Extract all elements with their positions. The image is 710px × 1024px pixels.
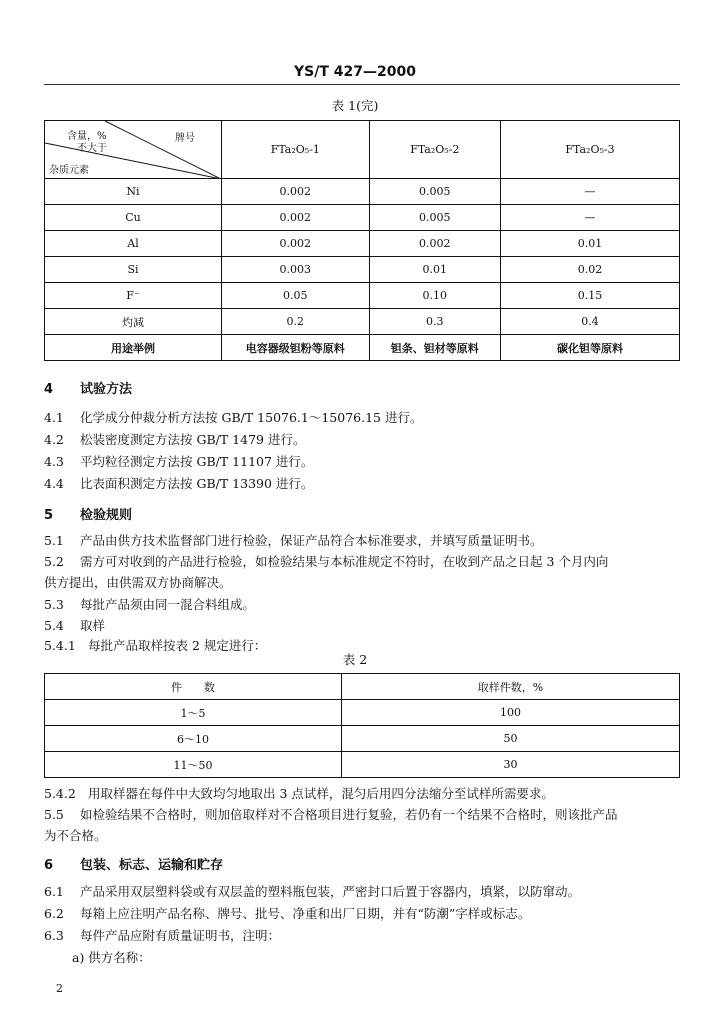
clause-5-4-2 bbox=[44, 786, 554, 802]
section-5-heading bbox=[44, 504, 132, 523]
col-header-2: FTa₂O₅-2 bbox=[369, 121, 500, 179]
clause-number: 4.1 bbox=[44, 410, 64, 425]
value-cell: 0.4 bbox=[501, 309, 680, 335]
clause-5-1 bbox=[44, 533, 543, 549]
value-cell: 0.01 bbox=[369, 257, 500, 283]
value-cell: 0.003 bbox=[222, 257, 370, 283]
value-cell: 0.02 bbox=[501, 257, 680, 283]
value-cell: 0.002 bbox=[222, 205, 370, 231]
section-6-heading bbox=[44, 854, 223, 873]
clause-5-2 bbox=[44, 554, 608, 570]
clause-4-4 bbox=[44, 476, 313, 492]
col-header-sample-percent: 取样件数，% bbox=[342, 674, 680, 700]
clause-number: 5.3 bbox=[44, 597, 64, 612]
clause-text: 每箱上应注明产品名称、牌号、批号、净重和出厂日期，并有“防潮”字样或标志。 bbox=[80, 906, 531, 921]
percent-cell: 30 bbox=[342, 752, 680, 778]
corner-not-more-than-label: 不大于 bbox=[77, 143, 107, 154]
clause-6-1 bbox=[44, 884, 580, 900]
element-cell: 灼减 bbox=[45, 309, 222, 335]
clause-text: 产品采用双层塑料袋或有双层盖的塑料瓶包装，严密封口后置于容器内，填紧，以防窜动。 bbox=[80, 884, 581, 899]
clause-6-2 bbox=[44, 906, 530, 922]
table-row bbox=[45, 179, 680, 205]
clause-5-5 bbox=[44, 807, 618, 823]
value-cell: 0.10 bbox=[369, 283, 500, 309]
clause-number: 5.4.2 bbox=[44, 786, 76, 801]
list-item-a: a) 供方名称： bbox=[72, 950, 151, 965]
corner-grade-label: 牌号 bbox=[175, 133, 195, 144]
table2-caption: 表 2 bbox=[342, 652, 368, 667]
table-row bbox=[45, 726, 680, 752]
value-cell: 0.2 bbox=[222, 309, 370, 335]
table2 bbox=[44, 673, 680, 778]
clause-5-5-continued: 为不合格。 bbox=[44, 828, 107, 843]
clause-number: 6.2 bbox=[44, 906, 64, 921]
value-cell: 0.002 bbox=[369, 231, 500, 257]
table-row bbox=[45, 700, 680, 726]
clause-text: 化学成分仲裁分析方法按 GB/T 15076.1～15076.15 进行。 bbox=[80, 410, 423, 425]
table-row bbox=[45, 335, 680, 361]
element-cell: Cu bbox=[45, 205, 222, 231]
header-rule bbox=[44, 84, 680, 85]
col-header-1: FTa₂O₅-1 bbox=[222, 121, 370, 179]
value-cell: 0.002 bbox=[222, 179, 370, 205]
table-row bbox=[45, 309, 680, 335]
clause-text: 每批产品取样按表 2 规定进行： bbox=[88, 638, 267, 653]
clause-number: 6.3 bbox=[44, 928, 64, 943]
clause-number: 5.5 bbox=[44, 807, 64, 822]
clause-text: 如检验结果不合格时，则加倍取样对不合格项目进行复验，若仍有一个结果不合格时，则该批产品 bbox=[80, 807, 618, 822]
clause-5-3 bbox=[44, 597, 255, 613]
clause-text: 松装密度测定方法按 GB/T 1479 进行。 bbox=[80, 432, 306, 447]
value-cell: 碳化钽等原料 bbox=[501, 335, 680, 361]
clause-number: 5.1 bbox=[44, 533, 64, 548]
value-cell: 电容器级钽粉等原料 bbox=[222, 335, 370, 361]
corner-impurity-label: 杂质元素 bbox=[49, 165, 89, 176]
clause-text: 每件产品应附有质量证明书，注明： bbox=[80, 928, 281, 943]
section-title: 检验规则 bbox=[80, 508, 133, 523]
table1-corner-cell bbox=[45, 121, 222, 179]
clause-text: 比表面积测定方法按 GB/T 13390 进行。 bbox=[80, 476, 314, 491]
percent-cell: 50 bbox=[342, 726, 680, 752]
value-cell: 0.005 bbox=[369, 179, 500, 205]
clause-number: 4.3 bbox=[44, 454, 64, 469]
clause-number: 4.2 bbox=[44, 432, 64, 447]
col-header-pieces: 件 数 bbox=[45, 674, 342, 700]
clause-5-4 bbox=[44, 618, 105, 634]
clause-number: 4.4 bbox=[44, 476, 64, 491]
value-cell: 0.002 bbox=[222, 231, 370, 257]
table-row bbox=[45, 205, 680, 231]
clause-number: 6.1 bbox=[44, 884, 64, 899]
clause-text: 平均粒径测定方法按 GB/T 11107 进行。 bbox=[80, 454, 314, 469]
clause-number: 5.4 bbox=[44, 618, 64, 633]
value-cell: — bbox=[501, 179, 680, 205]
clause-number: 5.2 bbox=[44, 554, 64, 569]
clause-4-3 bbox=[44, 454, 313, 470]
clause-6-3 bbox=[44, 928, 280, 944]
table-row bbox=[45, 231, 680, 257]
element-cell: Si bbox=[45, 257, 222, 283]
section-number: 4 bbox=[44, 382, 54, 397]
section-number: 6 bbox=[44, 858, 54, 873]
page-number: 2 bbox=[56, 982, 63, 995]
element-cell: F⁻ bbox=[45, 283, 222, 309]
table-row bbox=[45, 257, 680, 283]
value-cell: 0.01 bbox=[501, 231, 680, 257]
col-header-3: FTa₂O₅-3 bbox=[501, 121, 680, 179]
clause-text: 取样 bbox=[80, 618, 106, 633]
value-cell: 0.15 bbox=[501, 283, 680, 309]
element-cell: 用途举例 bbox=[45, 335, 222, 361]
value-cell: 0.3 bbox=[369, 309, 500, 335]
clause-number: 5.4.1 bbox=[44, 638, 76, 653]
percent-cell: 100 bbox=[342, 700, 680, 726]
element-cell: Al bbox=[45, 231, 222, 257]
clause-4-2 bbox=[44, 432, 305, 448]
table-row bbox=[45, 283, 680, 309]
section-title: 试验方法 bbox=[80, 382, 133, 397]
clause-text: 产品由供方技术监督部门进行检验，保证产品符合本标准要求，并填写质量证明书。 bbox=[80, 533, 543, 548]
clause-text: 每批产品须由同一混合料组成。 bbox=[80, 597, 256, 612]
section-title: 包装、标志、运输和贮存 bbox=[80, 858, 224, 873]
clause-text: 需方可对收到的产品进行检验，如检验结果与本标准规定不符时，在收到产品之日起 3 个月内向 bbox=[80, 554, 609, 569]
value-cell: 0.05 bbox=[222, 283, 370, 309]
pieces-cell: 6～10 bbox=[45, 726, 342, 752]
table-row bbox=[45, 752, 680, 778]
value-cell: 钽条、钽材等原料 bbox=[369, 335, 500, 361]
table1 bbox=[44, 120, 680, 361]
clause-4-1 bbox=[44, 410, 422, 426]
pieces-cell: 1～5 bbox=[45, 700, 342, 726]
value-cell: 0.005 bbox=[369, 205, 500, 231]
corner-content-label: 含量，% bbox=[67, 131, 107, 142]
section-4-heading bbox=[44, 378, 132, 397]
clause-text: 用取样器在每件中大致均匀地取出 3 点试样，混匀后用四分法缩分至试样所需要求。 bbox=[88, 786, 554, 801]
table1-caption: 表 1(完) bbox=[331, 98, 379, 113]
clause-5-2-continued: 供方提出，由供需双方协商解决。 bbox=[44, 575, 232, 590]
section-number: 5 bbox=[44, 508, 54, 523]
element-cell: Ni bbox=[45, 179, 222, 205]
value-cell: — bbox=[501, 205, 680, 231]
pieces-cell: 11～50 bbox=[45, 752, 342, 778]
document-code: YS/T 427—2000 bbox=[294, 64, 416, 80]
